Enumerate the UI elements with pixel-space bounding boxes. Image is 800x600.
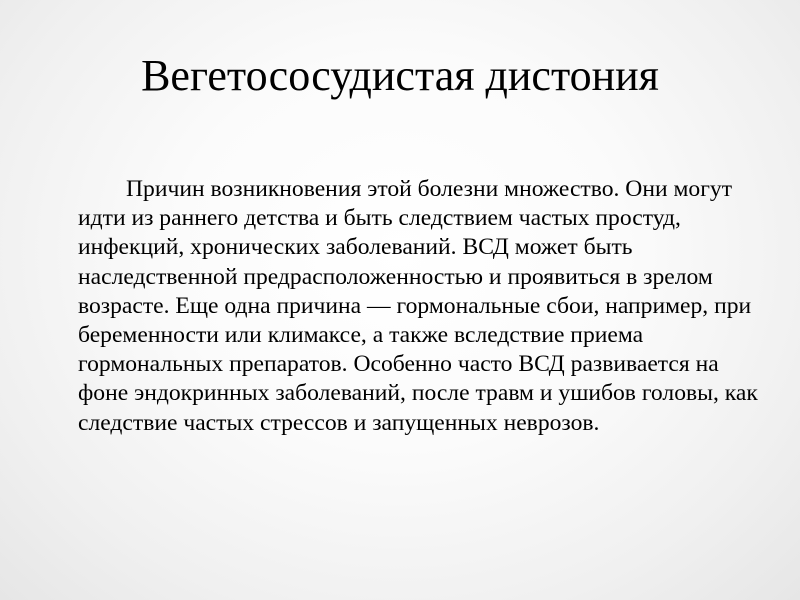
slide-paragraph: Причин возникновения этой болезни множество. Они могут идти из раннего детства и быть следствием частых простуд, инфекций, хронических заболеваний. ВСД может быть наследственной предрасположенностью и проявиться в зрелом возрасте. Еще одна причина — гормональные сбои, например, при беременности или климаксе, а также вследствие приема гормональных препаратов. Особенно часто ВСД развивается на фоне эндокринных заболеваний, после травм и ушибов головы, как следствие частых стрессов и запущенных неврозов. [78,176,758,436]
slide-title: Вегетососудистая дистония [141,51,659,100]
